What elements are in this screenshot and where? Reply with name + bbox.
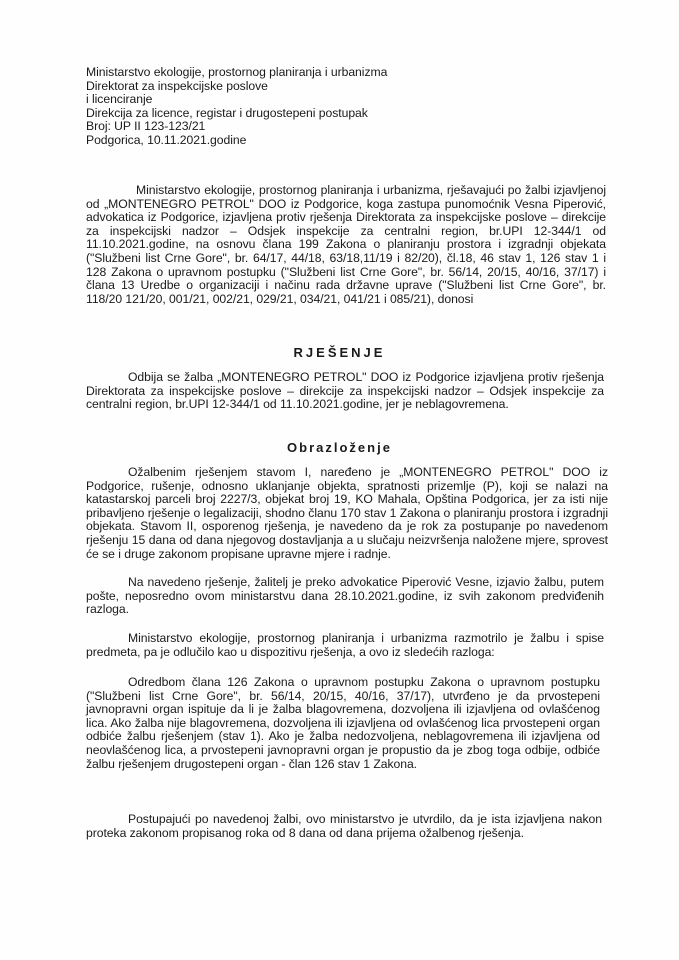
directorate-sub: Direkcija za licence, registar i drugostepeni postupak: [86, 105, 368, 120]
reasoning-paragraph-4: Odredbom člana 126 Zakona o upravnom postupku Zakona o upravnom postupku ("Službeni list Crne Gore", br. 56/14, 20/15, 40/16, 37/17), utvrđeno je da prvostepeni javnopravni organ ispituje da li je žalba blagovremena, dozvoljena ili izjavljena od ovlašćenog lica. Ako žalba nije blagovremena, dozvoljena ili izjavljena od ovlašćenog lica prvostepeni organ odbiće žalbu rješenjem (stav 1). Ako je žalba nedozvoljena, neblagovremena ili izjavljena od neovlašćenog lica, a prvostepeni javnopravni organ je propustio da je zbog toga odbije, odbiće žalbu rješenjem drugostepeni organ - član 126 stav 1 Zakona.: [86, 675, 600, 771]
reasoning-paragraph-5: Postupajući po navedenoj žalbi, ovo ministarstvo je utvrdilo, da je ista izjavljena nakon proteka zakonom propisanog roka od 8 dana od dana prijema ožalbenog rješenja.: [86, 812, 602, 840]
reasoning-paragraph-1: Ožalbenim rješenjem stavom I, naređeno je „MONTENEGRO PETROL" DOO iz Podgorice, rušenje, odnosno uklanjanje objekta, spratnosti prizemlje (P), koji se nalazi na katastarskoj parceli broj 2227/3, objekat broj 19, KO Mahala, Opština Podgorica, jer za isti nije pribavljeno rješenje o legalizaciji, shodno članu 170 stav 1 Zakona o planiranju prostora i izgradnji objekata. Stavom II, osporenog rješenja, je navedeno da je rok za postupanje po navedenom rješenju 15 dana od dana njegovog dostavljanja a u slučaju neizvršenja naložene mjere, sprovest će se i druge zakonom propisane upravne mjere i radnje.: [86, 465, 608, 561]
intro-text: Ministarstvo ekologije, prostornog planiranja i urbanizma, rješavajući po žalbi izjavljenoj od „MONTENEGRO PETROL" DOO iz Podgorice, koga zastupa punomoćnik Vesna Piperović, advokatica iz Podgorice, izjavljena protiv rješenja Direktorata za inspekcijske poslove – direkcije za inspekcijski nadzor – Odsjek inspekcije za centralni region, br.UPI 12-344/1 od 11.10.2021.godine, na osnovu člana 199 Zakona o planiranju prostora i izgradnji objekata ("Službeni list Crne Gore", br. 64/17, 44/18, 63/18,11/19 i 82/20), čl.18, 46 stav 1, 126 stav 1 i 128 Zakona o upravnom postupku ("Službeni list Crne Gore", br. 56/14, 20/15, 40/16, 37/17) i člana 13 Uredbe o organizaciji i načinu rada državne uprave ("Službeni list Crne Gore", br. 118/20 121/20, 001/21, 002/21, 029/21, 034/21, 041/21 i 085/21), donosi: [86, 183, 606, 306]
place-date: Podgorica, 10.11.2021.godine: [86, 132, 247, 147]
ministry-name: Ministarstvo ekologije, prostornog planiranja i urbanizma: [86, 65, 388, 79]
directorate-name-cont: i licenciranje: [86, 92, 153, 107]
reasoning-paragraph-2: Na navedeno rješenje, žalitelj je preko advokatice Piperović Vesne, izjavio žalbu, putem pošte, neposredno ovom ministarstvu dana 28.10.2021.godine, iz svih zakonom predviđenih razloga.: [86, 575, 604, 617]
directorate-name: Direktorat za inspekcijske poslove: [86, 78, 268, 93]
intro-paragraph: [86, 184, 606, 306]
document-header: [86, 66, 506, 148]
case-number: Broj: UP II 123-123/21: [86, 119, 206, 134]
reasoning-paragraph-3: Ministarstvo ekologije, prostornog planiranja i urbanizma razmotrilo je žalbu i spise predmeta, pa je odlučilo kao u dispozitivu rješenja, a ovo iz sledećih razloga:: [86, 631, 604, 659]
decision-heading: RJEŠENJE: [293, 345, 386, 360]
decision-text: Odbija se žalba „MONTENEGRO PETROL" DOO iz Podgorice izjavljena protiv rješenja Direktorata za inspekcijske poslove – direkcije za inspekcijski nadzor – Odsjek inspekcije za centralni region, br.UPI 12-344/1 od 11.10.2021.godine, jer je neblagovremena.: [86, 370, 604, 412]
reasoning-heading: Obrazloženje: [287, 440, 392, 455]
